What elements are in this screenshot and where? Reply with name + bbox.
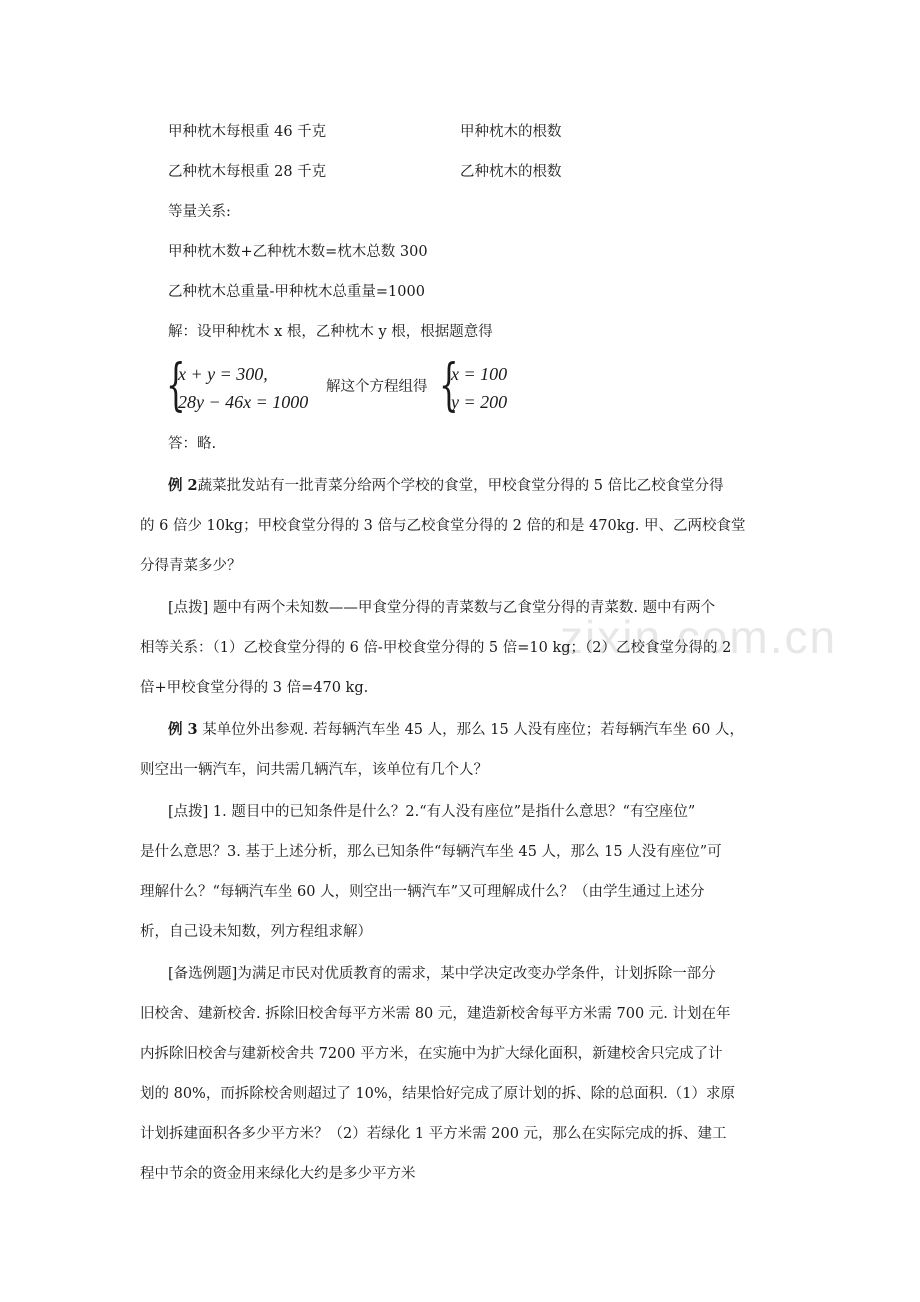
example3-hint-line3: 理解什么？“每辆汽车坐 60 人，则空出一辆汽车”又可理解成什么？（由学生通过上述分	[140, 884, 705, 900]
system1-line2: 28y − 46x = 1000	[178, 392, 309, 412]
backup-line2: 旧校舍、建新校舍. 拆除旧校舍每平方米需 80 元，建造新校舍每平方米需 700 元. 计划在年	[140, 1006, 731, 1022]
example3-line2: 则空出一辆汽车，问共需几辆汽车，该单位有几个人？	[140, 762, 488, 778]
backup-line3: 内拆除旧校舍与建新校舍共 7200 平方米，在实施中为扩大绿化面积，新建校舍只完成了计	[140, 1046, 723, 1062]
example2-label: 例 2	[168, 477, 198, 494]
relations-heading: 等量关系:	[168, 204, 231, 220]
backup-line6: 程中节余的资金用来绿化大约是多少平方米	[140, 1166, 416, 1182]
example2-line1	[168, 476, 724, 496]
given-row2-right: 乙种枕木的根数	[460, 164, 562, 180]
example2-line3: 分得青菜多少？	[140, 558, 242, 574]
backup-line1: [备选例题]为满足市民对优质教育的需求，某中学决定改变办学条件，计划拆除一部分	[168, 966, 716, 982]
answer: 答：略.	[168, 436, 217, 452]
example2-text1: 蔬菜批发站有一批青菜分给两个学校的食堂，甲校食堂分得的 5 倍比乙校食堂分得	[197, 478, 724, 494]
example3-line1	[168, 720, 744, 740]
relation-eq1: 甲种枕木数+乙种枕木数=枕木总数 300	[168, 244, 428, 260]
solve-system-text: 解这个方程组得	[326, 379, 428, 395]
example3-label: 例 3	[168, 721, 198, 738]
system2-brace: {	[439, 353, 459, 418]
example3-hint-line2: 是什么意思？3. 基于上述分析，那么已知条件“每辆汽车坐 45 人，那么 15 人没有座位”可	[140, 844, 722, 860]
example2-line2: 的 6 倍少 10kg；甲校食堂分得的 3 倍与乙校食堂分得的 2 倍的和是 470kg. 甲、乙两校食堂	[140, 518, 746, 534]
example2-hint-line1: [点拨] 题中有两个未知数——甲食堂分得的青菜数与乙食堂分得的青菜数. 题中有两个	[168, 600, 716, 616]
system1-line1: x + y = 300,	[178, 364, 268, 384]
relation-eq2: 乙种枕木总重量-甲种枕木总重量=1000	[168, 284, 425, 300]
example3-hint-line4: 析，自己设未知数，列方程组求解）	[140, 924, 372, 940]
system1-brace: {	[166, 353, 186, 418]
system2-line2: y = 200	[451, 392, 508, 412]
example3-text1: 某单位外出参观. 若每辆汽车坐 45 人，那么 15 人没有座位；若每辆汽车坐 60 人，	[197, 722, 744, 738]
given-row1-right: 甲种枕木的根数	[460, 124, 562, 140]
backup-line4: 划的 80%，而拆除校舍则超过了 10%，结果恰好完成了原计划的拆、除的总面积.（1）求原	[140, 1086, 736, 1102]
watermark: zixin.com.cn	[560, 611, 838, 663]
example3-hint-line1: [点拨] 1. 题目中的已知条件是什么？2.“有人没有座位”是指什么意思？“有空座位”	[168, 804, 696, 820]
backup-line5: 计划拆建面积各多少平方米？（2）若绿化 1 平方米需 200 元，那么在实际完成的拆、建工	[140, 1126, 727, 1142]
given-row1-left: 甲种枕木每根重 46 千克	[168, 124, 327, 140]
system2-line1: x = 100	[451, 364, 508, 384]
example2-hint-line3: 倍+甲校食堂分得的 3 倍=470 kg.	[140, 680, 369, 696]
solution-intro: 解：设甲种枕木 x 根，乙种枕木 y 根，根据题意得	[168, 324, 493, 340]
given-row2-left: 乙种枕木每根重 28 千克	[168, 164, 327, 180]
example2-hint-line2: 相等关系：（1）乙校食堂分得的 6 倍-甲校食堂分得的 5 倍=10 kg；（2）乙校食堂分得的 2	[140, 640, 732, 656]
